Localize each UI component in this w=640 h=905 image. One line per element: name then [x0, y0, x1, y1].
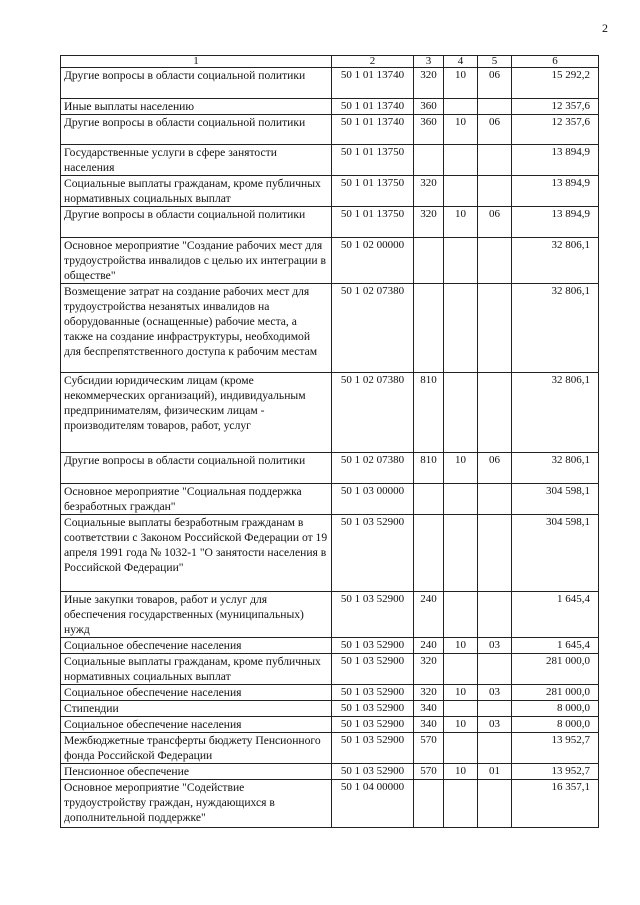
- row-subsection: [478, 238, 512, 284]
- row-section: [444, 654, 478, 685]
- row-code: 50 1 03 52900: [332, 701, 414, 717]
- row-amount: 13 952,7: [512, 733, 599, 764]
- row-subsection: 01: [478, 764, 512, 780]
- header-col-3: 3: [414, 56, 444, 68]
- table-row: [61, 638, 599, 654]
- row-amount: 281 000,0: [512, 654, 599, 685]
- row-subsection: [478, 654, 512, 685]
- row-amount: 12 357,6: [512, 99, 599, 115]
- row-expense-type: [414, 238, 444, 284]
- row-expense-type: 320: [414, 685, 444, 701]
- row-amount: 304 598,1: [512, 484, 599, 515]
- row-code: 50 1 03 52900: [332, 515, 414, 592]
- table-row: [61, 701, 599, 717]
- row-amount: 32 806,1: [512, 238, 599, 284]
- row-name: Межбюджетные трансферты бюджету Пенсионного фонда Российской Федерации: [61, 733, 332, 764]
- header-col-5: 5: [478, 56, 512, 68]
- row-name: Иные закупки товаров, работ и услуг для обеспечения государственных (муниципальных) нужд: [61, 592, 332, 638]
- table-row: [61, 764, 599, 780]
- row-section: [444, 592, 478, 638]
- row-name: Социальное обеспечение населения: [61, 638, 332, 654]
- row-subsection: [478, 733, 512, 764]
- row-amount: 8 000,0: [512, 717, 599, 733]
- table-row: [61, 654, 599, 685]
- row-subsection: 06: [478, 115, 512, 145]
- row-name: Пенсионное обеспечение: [61, 764, 332, 780]
- table-row: [61, 68, 599, 99]
- row-name: Стипендии: [61, 701, 332, 717]
- row-section: [444, 373, 478, 453]
- table-row: [61, 733, 599, 764]
- row-subsection: 06: [478, 453, 512, 484]
- row-section: 10: [444, 764, 478, 780]
- row-expense-type: [414, 515, 444, 592]
- row-section: 10: [444, 685, 478, 701]
- row-name: Социальные выплаты гражданам, кроме публичных нормативных социальных выплат: [61, 176, 332, 207]
- row-section: [444, 145, 478, 176]
- row-code: 50 1 01 13740: [332, 115, 414, 145]
- row-section: 10: [444, 207, 478, 238]
- row-expense-type: 360: [414, 115, 444, 145]
- row-code: 50 1 01 13750: [332, 145, 414, 176]
- table-row: [61, 484, 599, 515]
- row-subsection: [478, 99, 512, 115]
- table-row: [61, 780, 599, 828]
- row-expense-type: [414, 284, 444, 373]
- header-row: [61, 56, 599, 68]
- row-expense-type: 810: [414, 373, 444, 453]
- row-name: Иные выплаты населению: [61, 99, 332, 115]
- row-code: 50 1 02 07380: [332, 284, 414, 373]
- row-amount: 12 357,6: [512, 115, 599, 145]
- row-expense-type: [414, 145, 444, 176]
- row-subsection: [478, 284, 512, 373]
- row-code: 50 1 02 07380: [332, 453, 414, 484]
- table-row: [61, 115, 599, 145]
- row-name: Социальные выплаты гражданам, кроме публичных нормативных социальных выплат: [61, 654, 332, 685]
- row-expense-type: 320: [414, 68, 444, 99]
- row-amount: 281 000,0: [512, 685, 599, 701]
- row-amount: 13 894,9: [512, 176, 599, 207]
- row-name: Другие вопросы в области социальной политики: [61, 115, 332, 145]
- row-name: Социальное обеспечение населения: [61, 685, 332, 701]
- row-code: 50 1 01 13750: [332, 207, 414, 238]
- row-name: Другие вопросы в области социальной политики: [61, 68, 332, 99]
- row-name: Другие вопросы в области социальной политики: [61, 453, 332, 484]
- row-name: Основное мероприятие "Содействие трудоустройству граждан, нуждающихся в дополнительной поддержке": [61, 780, 332, 828]
- row-section: 10: [444, 68, 478, 99]
- row-section: [444, 238, 478, 284]
- row-code: 50 1 01 13740: [332, 99, 414, 115]
- row-section: [444, 484, 478, 515]
- table-row: [61, 453, 599, 484]
- row-code: 50 1 03 52900: [332, 638, 414, 654]
- row-section: 10: [444, 717, 478, 733]
- row-section: 10: [444, 115, 478, 145]
- row-section: [444, 780, 478, 828]
- table-row: [61, 207, 599, 238]
- row-section: 10: [444, 453, 478, 484]
- row-amount: 32 806,1: [512, 284, 599, 373]
- table-row: [61, 238, 599, 284]
- row-amount: 32 806,1: [512, 453, 599, 484]
- row-amount: 13 952,7: [512, 764, 599, 780]
- row-section: 10: [444, 638, 478, 654]
- row-name: Основное мероприятие "Создание рабочих мест для трудоустройства инвалидов с целью их интеграции в обществе": [61, 238, 332, 284]
- row-expense-type: 320: [414, 654, 444, 685]
- row-code: 50 1 03 52900: [332, 717, 414, 733]
- row-section: [444, 733, 478, 764]
- row-amount: 15 292,2: [512, 68, 599, 99]
- row-expense-type: [414, 780, 444, 828]
- row-name: Субсидии юридическим лицам (кроме некоммерческих организаций), индивидуальным предпринимателям, физическим лицам - производителям товаров, работ, услуг: [61, 373, 332, 453]
- header-col-2: 2: [332, 56, 414, 68]
- row-expense-type: 360: [414, 99, 444, 115]
- row-subsection: 06: [478, 68, 512, 99]
- row-amount: 304 598,1: [512, 515, 599, 592]
- table-row: [61, 99, 599, 115]
- row-expense-type: 810: [414, 453, 444, 484]
- row-code: 50 1 03 52900: [332, 654, 414, 685]
- row-section: [444, 99, 478, 115]
- row-expense-type: 240: [414, 638, 444, 654]
- row-name: Другие вопросы в области социальной политики: [61, 207, 332, 238]
- row-section: [444, 284, 478, 373]
- row-subsection: 03: [478, 717, 512, 733]
- header-col-1: 1: [61, 56, 332, 68]
- row-code: 50 1 02 00000: [332, 238, 414, 284]
- row-code: 50 1 03 52900: [332, 592, 414, 638]
- row-name: Основное мероприятие "Социальная поддержка безработных граждан": [61, 484, 332, 515]
- table-row: [61, 284, 599, 373]
- row-subsection: [478, 701, 512, 717]
- row-amount: 32 806,1: [512, 373, 599, 453]
- row-section: [444, 701, 478, 717]
- row-subsection: [478, 484, 512, 515]
- row-subsection: [478, 145, 512, 176]
- table-row: [61, 685, 599, 701]
- row-expense-type: 240: [414, 592, 444, 638]
- row-section: [444, 515, 478, 592]
- row-code: 50 1 01 13740: [332, 68, 414, 99]
- table-row: [61, 515, 599, 592]
- table-row: [61, 145, 599, 176]
- row-code: 50 1 03 52900: [332, 733, 414, 764]
- row-expense-type: 570: [414, 733, 444, 764]
- row-code: 50 1 02 07380: [332, 373, 414, 453]
- row-subsection: [478, 176, 512, 207]
- row-expense-type: 320: [414, 207, 444, 238]
- row-amount: 8 000,0: [512, 701, 599, 717]
- row-name: Государственные услуги в сфере занятости населения: [61, 145, 332, 176]
- row-expense-type: [414, 484, 444, 515]
- row-amount: 1 645,4: [512, 592, 599, 638]
- row-amount: 1 645,4: [512, 638, 599, 654]
- row-section: [444, 176, 478, 207]
- row-name: Социальные выплаты безработным гражданам в соответствии с Законом Российской Федерации от 19 апреля 1991 года № 1032-1 "О занятости населения в Российской Федерации": [61, 515, 332, 592]
- header-col-6: 6: [512, 56, 599, 68]
- row-subsection: [478, 592, 512, 638]
- row-subsection: [478, 373, 512, 453]
- table-body: [61, 68, 599, 828]
- row-expense-type: 570: [414, 764, 444, 780]
- row-amount: 13 894,9: [512, 207, 599, 238]
- row-amount: 13 894,9: [512, 145, 599, 176]
- row-subsection: 03: [478, 685, 512, 701]
- table-row: [61, 592, 599, 638]
- budget-table: [60, 55, 599, 828]
- row-code: 50 1 03 52900: [332, 764, 414, 780]
- row-name: Социальное обеспечение населения: [61, 717, 332, 733]
- row-code: 50 1 03 52900: [332, 685, 414, 701]
- row-code: 50 1 04 00000: [332, 780, 414, 828]
- table-row: [61, 373, 599, 453]
- row-subsection: 06: [478, 207, 512, 238]
- row-code: 50 1 01 13750: [332, 176, 414, 207]
- row-code: 50 1 03 00000: [332, 484, 414, 515]
- row-expense-type: 320: [414, 176, 444, 207]
- row-name: Возмещение затрат на создание рабочих мест для трудоустройства незанятых инвалидов на оборудованные (оснащенные) рабочие места, а также на создание инфраструктуры, необходимой для беспрепятственного доступа к рабочим местам: [61, 284, 332, 373]
- table-row: [61, 176, 599, 207]
- row-subsection: 03: [478, 638, 512, 654]
- table-row: [61, 717, 599, 733]
- row-expense-type: 340: [414, 701, 444, 717]
- page-number: 2: [602, 21, 608, 35]
- header-col-4: 4: [444, 56, 478, 68]
- row-subsection: [478, 780, 512, 828]
- row-amount: 16 357,1: [512, 780, 599, 828]
- row-subsection: [478, 515, 512, 592]
- row-expense-type: 340: [414, 717, 444, 733]
